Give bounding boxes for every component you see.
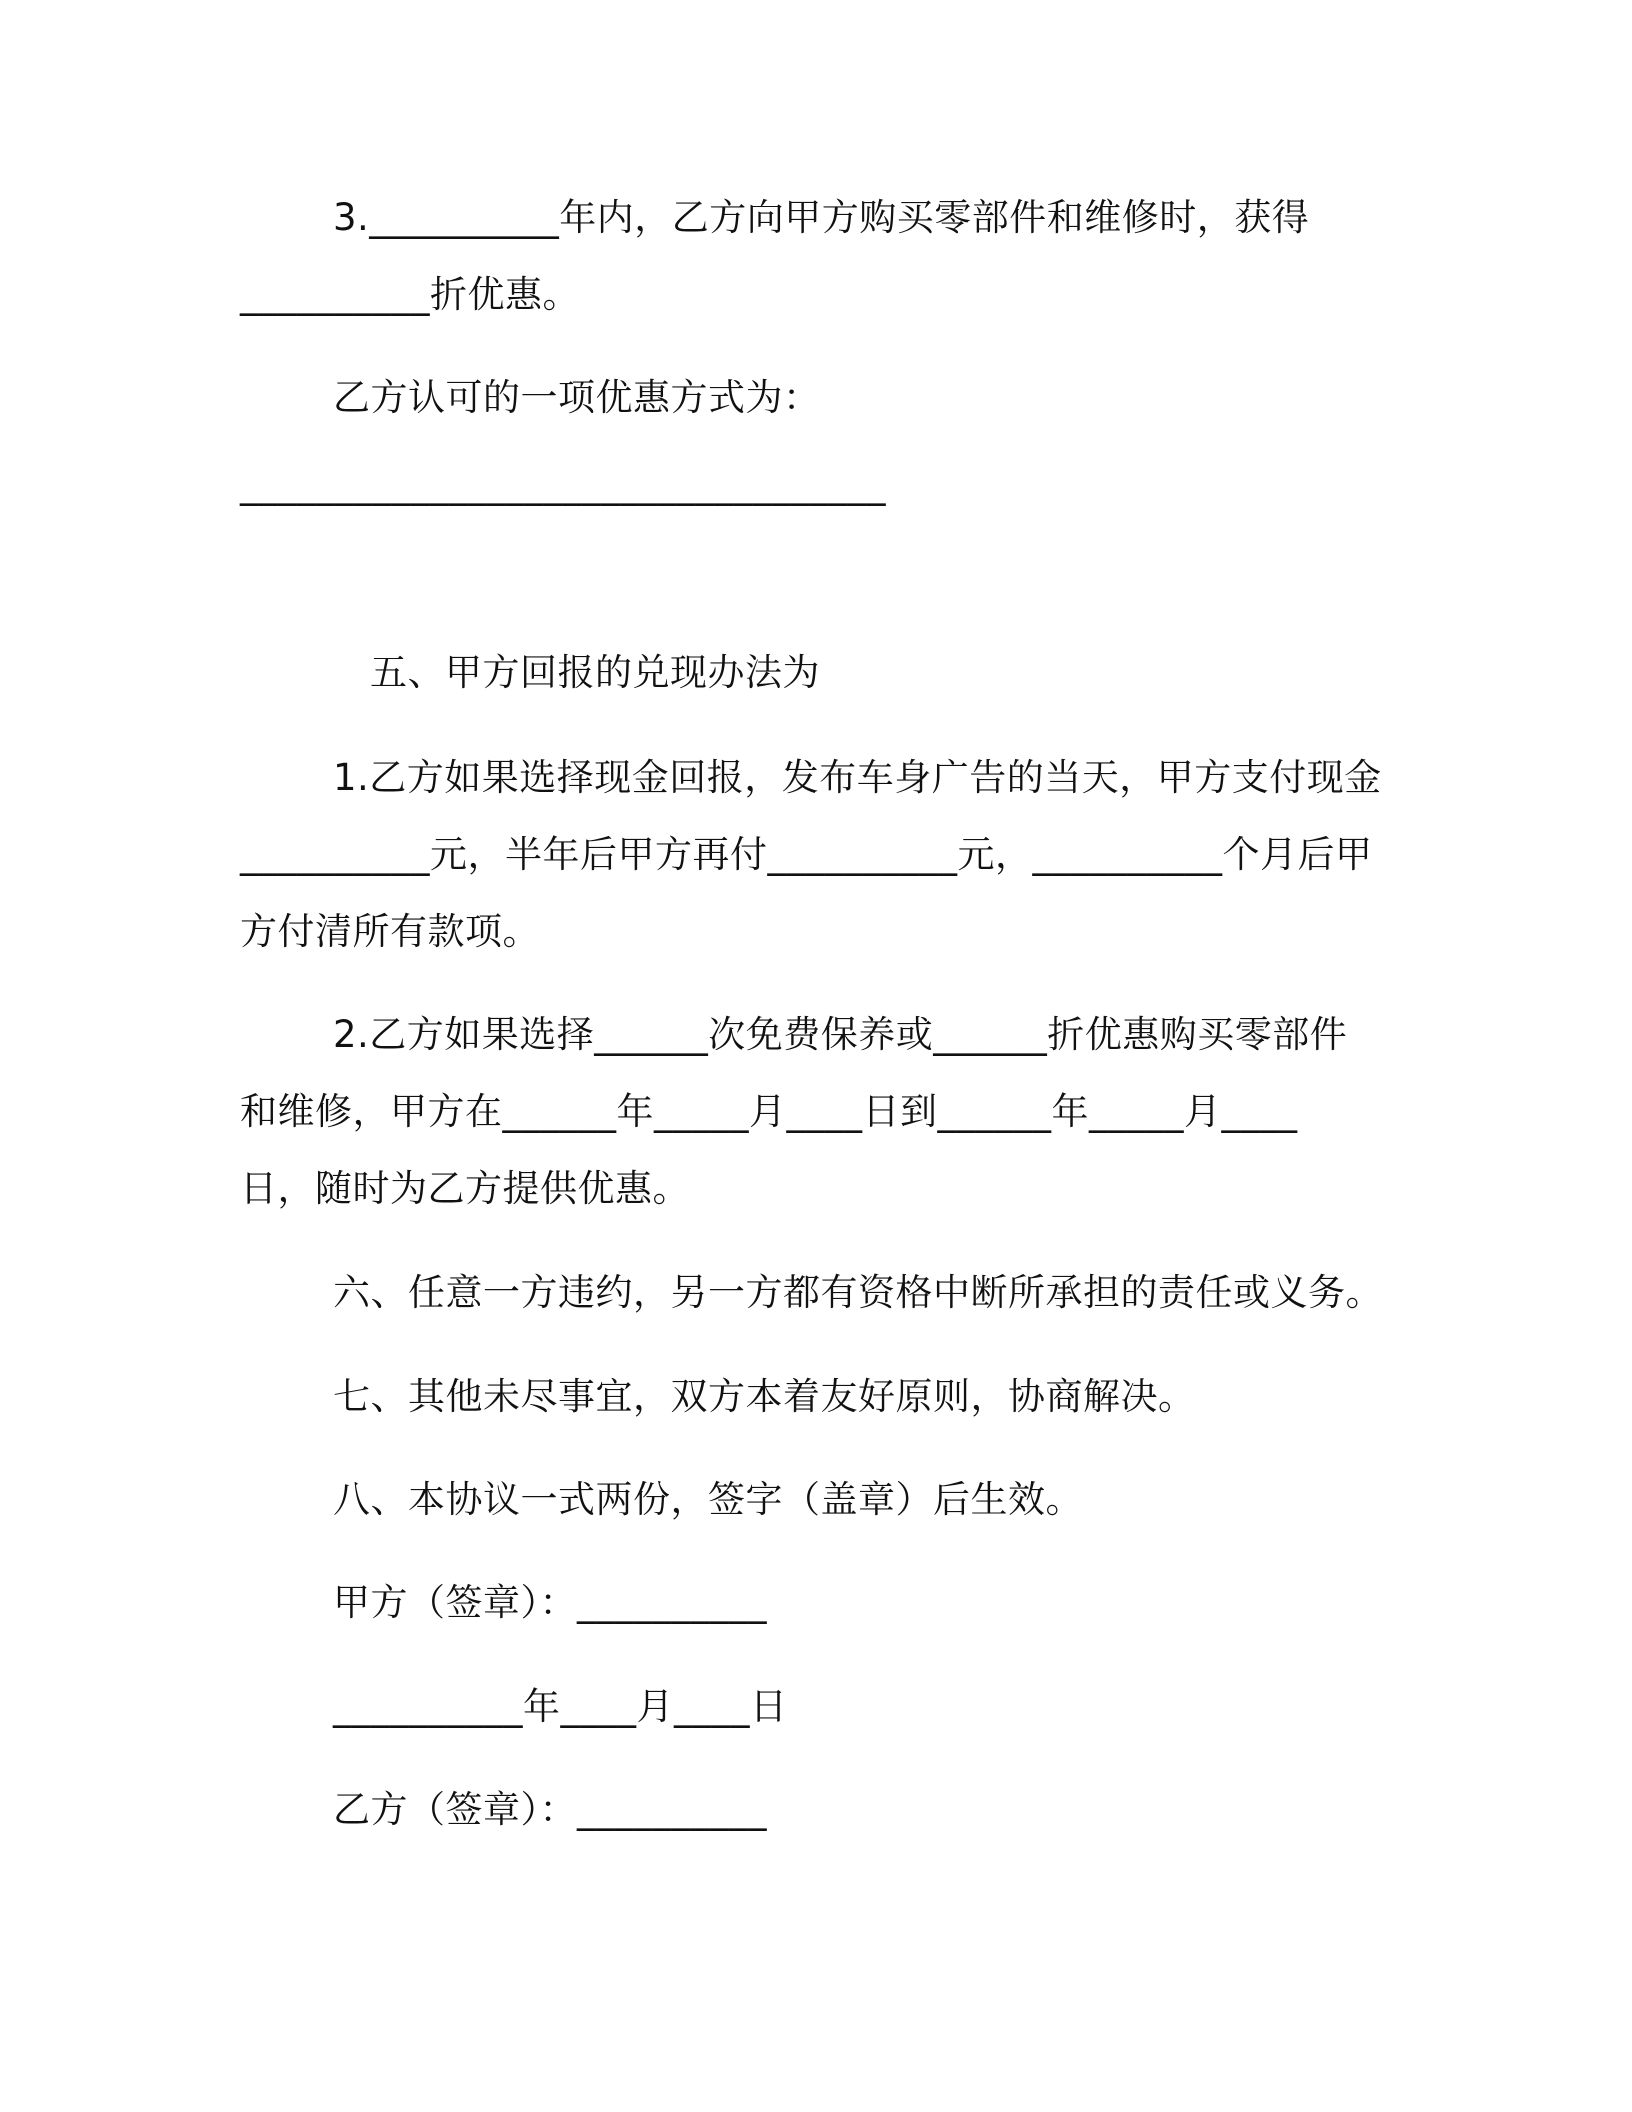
section-6: 六、任意一方违约，另一方都有资格中断所承担的责任或义务。: [333, 1271, 1383, 1314]
preferred-method-blank: __________________________________: [240, 463, 886, 506]
section-8: 八、本协议一式两份，签字（盖章）后生效。: [333, 1478, 1083, 1521]
clause-3-line-2: __________折优惠。: [240, 273, 580, 316]
party-b-signature: 乙方（签章）：__________: [333, 1788, 767, 1831]
section-5-item-2-line-1: 2.乙方如果选择______次免费保养或______折优惠购买零部件: [333, 1013, 1348, 1056]
section-5-item-1-line-2: __________元，半年后甲方再付__________元，__________个月后甲: [240, 833, 1373, 876]
section-7: 七、其他未尽事宜，双方本着友好原则，协商解决。: [333, 1375, 1196, 1418]
section-5-item-2-line-2: 和维修，甲方在______年_____月____日到______年_____月____: [240, 1090, 1298, 1133]
section-5-heading: 五、甲方回报的兑现办法为: [370, 651, 820, 694]
section-5-item-2-line-3: 日，随时为乙方提供优惠。: [240, 1167, 690, 1210]
section-5-item-1-line-1: 1.乙方如果选择现金回报，发布车身广告的当天，甲方支付现金: [333, 756, 1382, 799]
party-a-signature: 甲方（签章）：__________: [333, 1581, 767, 1624]
signature-date: __________年____月____日: [333, 1685, 788, 1728]
preferred-method-label: 乙方认可的一项优惠方式为：: [333, 376, 821, 419]
clause-3-line-1: 3.__________年内，乙方向甲方购买零部件和维修时，获得: [333, 196, 1310, 239]
section-5-item-1-line-3: 方付清所有款项。: [240, 910, 540, 953]
